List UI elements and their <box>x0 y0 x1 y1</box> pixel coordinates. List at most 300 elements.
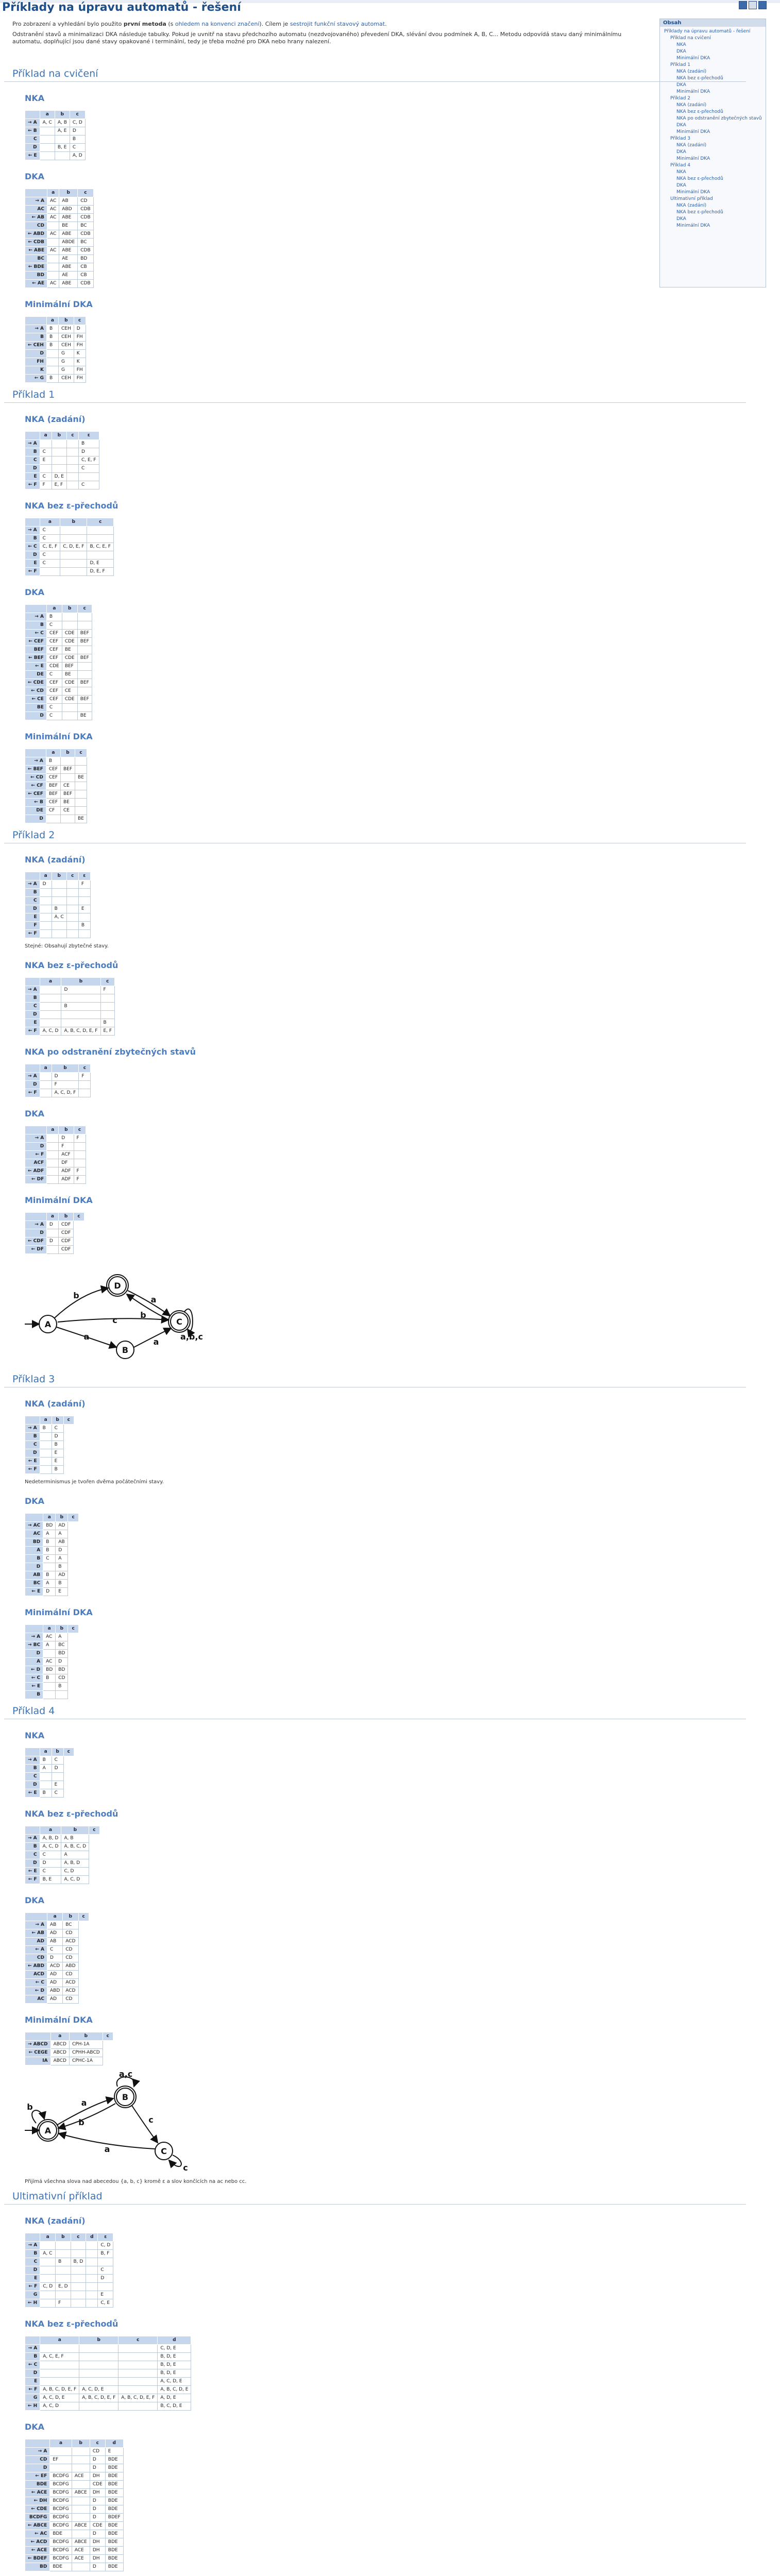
toc-item[interactable]: Minimální DKA <box>676 223 710 228</box>
intro-link[interactable]: sestrojit funkční stavový automat <box>290 21 385 27</box>
column-header <box>25 1826 40 1835</box>
intro-paragraph-1 <box>12 21 631 28</box>
table-cell: BC <box>78 222 93 230</box>
table-header-row <box>25 605 92 613</box>
table-cell: BEF <box>77 638 92 646</box>
state-label: G <box>25 2291 40 2299</box>
toc-item[interactable]: DKA <box>676 123 686 128</box>
table-row <box>25 630 92 638</box>
table-cell: F <box>40 481 52 489</box>
column-header: c <box>66 432 78 440</box>
table-cell <box>66 897 78 905</box>
table-row <box>25 663 92 671</box>
transition-table <box>25 1064 91 1097</box>
svg-text:a: a <box>153 1337 159 1347</box>
table-cell <box>43 1650 56 1658</box>
state-label: D <box>25 905 40 913</box>
column-header: c <box>66 872 78 880</box>
toc-item[interactable]: NKA po odstranění zbytečných stavů <box>676 116 762 121</box>
table-cell: A, D, E <box>158 2394 191 2402</box>
table-cell: C, D, E <box>158 2345 191 2353</box>
transition-table <box>25 1126 86 1184</box>
table-cell: F <box>59 1143 74 1151</box>
transition-table <box>25 110 86 160</box>
state-label: ← AB <box>25 1929 47 1938</box>
table-cell: CE <box>61 782 75 790</box>
column-header <box>25 1514 43 1522</box>
table-cell: C <box>40 473 52 481</box>
transition-table <box>25 1513 79 1596</box>
svg-text:a: a <box>150 1295 157 1304</box>
toc-item[interactable]: Minimální DKA <box>676 156 710 161</box>
table-cell: C <box>40 1851 61 1859</box>
table-cell: BDE <box>105 2497 123 2505</box>
table-cell: D, E <box>87 560 114 568</box>
state-label: D <box>25 2266 40 2275</box>
table-cell: ACE <box>72 2555 90 2563</box>
table-cell: B <box>61 1003 100 1011</box>
table-row <box>25 1425 74 1433</box>
table-row <box>25 1588 79 1596</box>
toc-item[interactable]: NKA (zadání) <box>676 69 707 74</box>
table-cell <box>66 448 78 456</box>
toc-item[interactable]: NKA bez ε-přechodů <box>676 109 723 114</box>
table-cell: CEF <box>46 646 62 654</box>
table-cell: D <box>43 1588 56 1596</box>
transition-table <box>25 2032 113 2065</box>
column-header: a <box>43 1625 56 1633</box>
state-label: ← F <box>25 1876 40 1884</box>
table-cell: CDE <box>62 679 77 687</box>
state-label: C <box>25 2258 40 2266</box>
table-row <box>25 448 99 456</box>
table-row <box>25 1221 84 1229</box>
table-cell: BDE <box>105 2530 123 2538</box>
subsection-heading: DKA <box>25 172 45 181</box>
table-cell: AD <box>47 1979 62 1987</box>
table-row <box>25 782 87 790</box>
share-icon[interactable] <box>758 1 767 9</box>
table-cell: B <box>43 1547 56 1555</box>
table-cell: B <box>56 1580 68 1588</box>
table-cell <box>40 913 52 922</box>
table-cell: B <box>46 325 58 333</box>
toc-item[interactable]: Příklad 4 <box>670 163 690 168</box>
table-cell: BEF <box>61 766 75 774</box>
table-cell: F <box>74 1167 86 1176</box>
table-row <box>25 1151 86 1159</box>
table-cell <box>40 144 55 152</box>
state-label: D <box>25 1650 43 1658</box>
toc-item[interactable]: NKA (zadání) <box>676 103 707 108</box>
table-cell: ABCE <box>72 2538 90 2547</box>
column-header: c <box>78 1913 89 1921</box>
state-label: D <box>25 2464 50 2472</box>
table-cell: A, D <box>70 152 85 160</box>
table-row <box>25 2049 113 2057</box>
column-header <box>25 749 46 757</box>
subsection-heading: DKA <box>25 1496 45 1506</box>
state-label: B <box>25 1691 43 1699</box>
table-row <box>25 127 86 135</box>
state-label: D <box>25 1781 40 1789</box>
svg-text:D: D <box>114 1281 121 1291</box>
state-label: C <box>25 135 40 144</box>
column-header <box>25 1126 47 1134</box>
table-row <box>25 2283 113 2291</box>
state-label: BCDFG <box>25 2514 50 2522</box>
table-cell: E <box>52 1781 63 1789</box>
column-header: c <box>79 1064 91 1073</box>
state-label: ← C <box>25 543 40 551</box>
toc-item[interactable]: NKA bez ε-přechodů <box>676 176 723 181</box>
table-cell: D <box>90 2530 105 2538</box>
table-cell: CD <box>90 2448 105 2456</box>
state-label: ← ACE <box>25 2547 50 2555</box>
table-cell <box>40 1449 52 1458</box>
toc-item[interactable]: Minimální DKA <box>676 89 710 94</box>
column-header: a <box>50 2032 69 2041</box>
transition-table <box>25 1826 100 1884</box>
state-label: ← H <box>25 2299 40 2308</box>
table-cell: F <box>74 1176 86 1184</box>
state-label: ← CEF <box>25 638 47 646</box>
table-row <box>25 1876 100 1884</box>
table-cell: A, C <box>40 119 55 127</box>
state-label: D <box>25 1449 40 1458</box>
table-row <box>25 646 92 654</box>
table-cell: C <box>98 2266 113 2275</box>
column-header: c <box>68 1514 78 1522</box>
table-cell: B <box>70 135 85 144</box>
intro-link[interactable]: ohledem na konvenci značení <box>175 21 260 27</box>
table-cell: E <box>52 1458 63 1466</box>
table-cell: CEH <box>58 325 74 333</box>
table-cell: B, E <box>40 1876 61 1884</box>
column-header: ε <box>98 2233 113 2242</box>
table-cell: BDE <box>105 2456 123 2464</box>
subsection-heading: DKA <box>25 2422 45 2432</box>
table-cell: BE <box>75 774 87 782</box>
column-header: b <box>72 2439 90 2448</box>
table-cell <box>86 2266 98 2275</box>
table-cell <box>66 922 78 930</box>
table-cell: B <box>40 1425 52 1433</box>
table-cell <box>61 774 75 782</box>
table-row <box>25 560 114 568</box>
table-cell: B <box>78 922 90 930</box>
toc-item[interactable]: NKA <box>676 42 686 47</box>
table-row <box>25 790 87 799</box>
table-cell: D <box>59 1134 74 1143</box>
table-cell: CPH-1A <box>69 2041 103 2049</box>
table-cell <box>66 880 78 889</box>
intro-text: . <box>385 21 387 27</box>
table-row <box>25 1159 86 1167</box>
table-cell: D, E <box>52 473 66 481</box>
table-cell: AD <box>47 1971 62 1979</box>
table-cell <box>47 263 59 272</box>
column-header <box>25 189 47 197</box>
table-cell: BC <box>78 239 93 247</box>
table-cell: D <box>61 986 100 994</box>
column-header: b <box>52 1064 79 1073</box>
table-cell: A <box>56 1530 68 1538</box>
table-header-row <box>25 1064 91 1073</box>
table-row <box>25 1691 79 1699</box>
column-header: c <box>103 2032 113 2041</box>
table-cell <box>74 1159 86 1167</box>
state-label: ← CE <box>25 696 47 704</box>
table-cell <box>66 930 78 938</box>
table-row <box>25 766 87 774</box>
svg-text:c: c <box>112 1315 117 1325</box>
table-row <box>25 1003 115 1011</box>
toc-item[interactable]: Příklad 3 <box>670 136 690 141</box>
column-header: b <box>59 189 78 197</box>
state-label: D <box>25 1011 40 1019</box>
toc-item[interactable]: Příklad 1 <box>670 62 690 67</box>
transition-table <box>25 872 91 938</box>
table-cell: C <box>40 535 60 543</box>
table-row <box>25 1658 79 1666</box>
column-header: c <box>74 1126 86 1134</box>
toc-item[interactable]: Ultimativní příklad <box>670 196 713 201</box>
table-row <box>25 1538 79 1547</box>
table-cell <box>40 2299 56 2308</box>
toc-item[interactable]: DKA <box>676 49 686 54</box>
subsection-heading: Minimální DKA <box>25 1607 93 1617</box>
svg-text:A: A <box>44 1319 52 1329</box>
table-cell: E <box>56 1588 68 1596</box>
table-cell: AB <box>56 1538 68 1547</box>
table-cell: ABD <box>47 1987 62 1995</box>
toc-item[interactable]: Příklad 2 <box>670 96 690 101</box>
state-label: → A <box>25 757 46 766</box>
table-cell: ABE <box>59 247 78 255</box>
table-cell: C <box>46 671 62 679</box>
table-cell: D <box>74 325 86 333</box>
toc-item[interactable]: DKA <box>676 216 686 222</box>
transition-table <box>25 431 99 489</box>
table-cell <box>46 1246 58 1254</box>
toc-item[interactable]: NKA <box>676 170 686 175</box>
table-row <box>25 230 94 239</box>
state-label: BDE <box>25 2481 50 2489</box>
table-row <box>25 913 91 922</box>
table-row <box>25 1995 89 2004</box>
table-cell: E <box>78 905 90 913</box>
table-cell: C, D, E, F <box>60 543 87 551</box>
toc-item[interactable]: Příklady na úpravu automatů - řešení <box>664 29 751 34</box>
table-cell: ACD <box>63 1979 78 1987</box>
toc-item[interactable]: DKA <box>676 82 686 88</box>
table-cell: B <box>52 1441 63 1449</box>
table-row <box>25 1176 86 1184</box>
table-row <box>25 905 91 913</box>
table-cell: A, C <box>40 2250 56 2258</box>
table-header-row <box>25 872 91 880</box>
table-cell: BDE <box>105 2464 123 2472</box>
table-cell: BCDFG <box>50 2547 72 2555</box>
toc-item[interactable]: NKA (zadání) <box>676 143 707 148</box>
toc-item[interactable]: DKA <box>676 149 686 155</box>
state-label: E <box>25 1019 40 1027</box>
state-label: ACF <box>25 1159 47 1167</box>
table-cell <box>75 766 87 774</box>
state-label: ← CDE <box>25 679 47 687</box>
state-label: → A <box>25 2242 40 2250</box>
print-icon[interactable] <box>749 1 757 9</box>
column-header: d <box>105 2439 123 2448</box>
subsection-heading: NKA (zadání) <box>25 2216 86 2226</box>
column-header <box>25 317 47 325</box>
state-label: IA <box>25 2057 51 2065</box>
column-header: b <box>55 111 70 119</box>
table-cell <box>79 2361 118 2369</box>
transition-table <box>25 604 92 720</box>
toc-item[interactable]: Minimální DKA <box>676 56 710 61</box>
state-label: F <box>25 922 40 930</box>
table-cell <box>56 1691 68 1699</box>
toc-item[interactable]: DKA <box>676 183 686 188</box>
table-cell <box>47 239 59 247</box>
column-header: c <box>71 2233 86 2242</box>
table-cell <box>118 2369 158 2378</box>
table-cell <box>79 2378 118 2386</box>
table-row <box>25 350 86 358</box>
table-cell: BDE <box>105 2547 123 2555</box>
column-header: a <box>40 2233 56 2242</box>
table-row <box>25 2489 124 2497</box>
toc-item[interactable]: Minimální DKA <box>676 190 710 195</box>
toc-item[interactable]: Minimální DKA <box>676 129 710 134</box>
table-cell <box>40 2291 56 2299</box>
state-label: B <box>25 1555 43 1563</box>
state-label: ← H <box>25 2402 40 2411</box>
table-cell: A, B, C, D, E, F <box>118 2394 158 2402</box>
table-cell: ABDE <box>59 239 78 247</box>
state-label: B <box>25 1843 40 1851</box>
table-cell <box>50 2464 72 2472</box>
table-cell <box>72 2505 90 2514</box>
table-cell <box>43 1563 56 1571</box>
table-cell <box>52 889 66 897</box>
intro-text: (s <box>166 21 175 27</box>
svg-text:a: a <box>104 2144 110 2154</box>
state-label: ← C <box>25 2361 40 2369</box>
table-cell: CDF <box>58 1246 73 1254</box>
table-row <box>25 197 94 206</box>
table-row <box>25 440 99 448</box>
intro <box>12 21 631 48</box>
state-label: → A <box>25 1134 47 1143</box>
table-row <box>25 1027 115 1036</box>
section-heading: Příklad 3 <box>4 1374 746 1387</box>
table-row <box>25 2394 191 2402</box>
table-cell <box>52 930 66 938</box>
edit-icon[interactable] <box>739 1 747 9</box>
table-row <box>25 815 87 823</box>
state-label: D <box>25 551 40 560</box>
table-cell: A, B, C, D, E, F <box>40 2386 79 2394</box>
table-row <box>25 2266 113 2275</box>
subsection-heading: NKA bez ε-přechodů <box>25 960 118 970</box>
column-header: c <box>63 1416 74 1425</box>
column-header: a <box>47 189 59 197</box>
table-row <box>25 119 86 127</box>
state-label: C <box>25 1851 40 1859</box>
state-label: A <box>25 1658 43 1666</box>
toc-item[interactable]: NKA bez ε-přechodů <box>676 76 723 81</box>
table-cell: ADF <box>59 1167 74 1176</box>
table-cell <box>47 222 59 230</box>
table-cell <box>71 2275 86 2283</box>
state-label: B <box>25 889 40 897</box>
table-cell: E, F <box>100 1027 115 1036</box>
table-cell: BDE <box>105 2555 123 2563</box>
table-row <box>25 1134 86 1143</box>
table-cell <box>72 2497 90 2505</box>
table-row <box>25 1929 89 1938</box>
transition-table <box>25 749 87 823</box>
table-cell: C <box>70 144 85 152</box>
table-cell <box>40 930 52 938</box>
table-row <box>25 1458 74 1466</box>
table-cell: CDE <box>62 696 77 704</box>
state-label: ← CF <box>25 782 46 790</box>
state-label: C <box>25 897 40 905</box>
table-cell: ADF <box>59 1176 74 1184</box>
column-header <box>25 1625 43 1633</box>
table-cell: BD <box>56 1666 68 1674</box>
table-cell: BE <box>61 799 75 807</box>
state-label: ← EF <box>25 2472 50 2481</box>
subsection-heading: DKA <box>25 1109 45 1118</box>
table-cell: A <box>43 1580 56 1588</box>
table-row <box>25 1756 74 1765</box>
table-cell: B <box>46 757 60 766</box>
table-cell <box>77 621 92 630</box>
table-cell: ABD <box>63 1962 78 1971</box>
table-cell <box>40 152 55 160</box>
table-cell <box>100 994 115 1003</box>
state-label: → A <box>25 1921 47 1929</box>
note-text: Přijímá všechna slova nad abecedou {a, b, c} kromě ε a slov končících na ac nebo cc. <box>25 2179 247 2184</box>
table-row <box>25 152 86 160</box>
table-row <box>25 1580 79 1588</box>
table-row <box>25 1522 79 1530</box>
table-cell: CEF <box>46 799 60 807</box>
toc-item[interactable]: NKA bez ε-přechodů <box>676 210 723 215</box>
state-label: ← CEGE <box>25 2049 51 2057</box>
subsection-heading: NKA <box>25 93 45 103</box>
column-header: a <box>47 1126 59 1134</box>
toc-item[interactable]: NKA (zadání) <box>676 203 707 208</box>
toc-item[interactable]: Příklad na cvičení <box>670 36 711 41</box>
column-header: c <box>74 1213 84 1221</box>
state-label: ← F <box>25 1466 40 1474</box>
state-label: → A <box>25 1073 40 1081</box>
table-row <box>25 206 94 214</box>
table-cell <box>118 2402 158 2411</box>
table-cell: A, B, C, D, E, F <box>79 2394 118 2402</box>
state-label: → A <box>25 440 40 448</box>
column-header: b <box>58 1213 73 1221</box>
table-row <box>25 1433 74 1441</box>
table-cell: F <box>79 1073 91 1081</box>
table-cell: F <box>100 986 115 994</box>
